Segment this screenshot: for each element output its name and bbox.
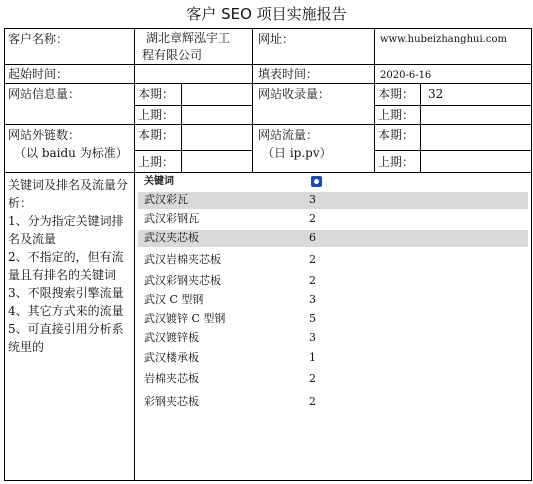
notes-item: 3、不限搜索引擎流量 xyxy=(8,286,124,300)
keyword-cell: 武汉镀锌 C 型钢 xyxy=(144,312,226,325)
keyword-cell: 彩钢夹芯板 xyxy=(144,395,199,408)
keyword-cell: 武汉彩钢瓦 xyxy=(144,212,199,225)
rank-cell: 1 xyxy=(309,351,316,364)
keyword-cell: 武汉楼承板 xyxy=(144,351,199,364)
client-name-label: 客户名称： xyxy=(8,32,69,46)
rank-cell: 2 xyxy=(309,372,316,385)
external-links-note: （以 baidu 为标准） xyxy=(14,146,128,160)
rank-cell: 3 xyxy=(309,193,316,206)
rank-cell: 2 xyxy=(309,395,316,408)
rank-cell: 3 xyxy=(309,331,316,344)
fill-time-value: 2020-6-16 xyxy=(380,70,432,81)
notes-title: 关键词及排名及流量分析： xyxy=(8,178,129,210)
website-label: 网址： xyxy=(258,32,295,46)
keyword-cell: 武汉岩棉夹芯板 xyxy=(144,253,221,266)
index-last-period: 上期： xyxy=(378,108,415,122)
client-name-line1: 湖北章辉泓宇工 xyxy=(146,31,231,45)
traffic-this-period: 本期： xyxy=(378,128,415,142)
report-title: 客户 SEO 项目实施报告 xyxy=(186,5,347,23)
traffic-last-period: 上期： xyxy=(378,155,415,169)
links-last-period: 上期： xyxy=(138,155,175,169)
website-value: www.hubeizhanghui.com xyxy=(380,34,507,45)
links-this-period: 本期： xyxy=(138,128,175,142)
keyword-cell: 武汉 C 型钢 xyxy=(144,293,204,306)
notes-item: 4、其它方式来的流量 xyxy=(8,304,124,318)
keyword-cell: 武汉彩瓦 xyxy=(144,193,188,206)
rank-cell: 5 xyxy=(309,312,316,325)
baidu-paw-icon xyxy=(311,176,322,187)
traffic-label: 网站流量： xyxy=(258,128,319,142)
notes-item: 2、不指定的，但有流量且有排名的关键词 xyxy=(8,250,124,282)
keyword-cell: 武汉夹芯板 xyxy=(144,231,199,244)
keyword-cell: 岩棉夹芯板 xyxy=(144,372,199,385)
traffic-note: （日 ip.pv） xyxy=(262,146,332,160)
client-name-line2: 程有限公司 xyxy=(142,48,203,62)
index-this-value: 32 xyxy=(428,87,444,101)
notes-item: 1、分为指定关键词排名及流量 xyxy=(8,214,124,246)
keyword-cell: 武汉彩钢夹芯板 xyxy=(144,274,221,287)
rank-cell: 2 xyxy=(309,212,316,225)
info-volume-label: 网站信息量： xyxy=(8,87,81,101)
rank-cell: 2 xyxy=(309,274,316,287)
keyword-header: 关键词 xyxy=(144,176,174,187)
info-last-period: 上期： xyxy=(138,108,175,122)
fill-time-label: 填表时间： xyxy=(258,67,319,81)
keyword-row-highlight xyxy=(138,192,528,209)
rank-cell: 2 xyxy=(309,253,316,266)
start-time-label: 起始时间： xyxy=(8,67,69,81)
external-links-label: 网站外链数： xyxy=(8,128,81,142)
index-volume-label: 网站收录量： xyxy=(258,87,331,101)
rank-cell: 6 xyxy=(309,231,316,244)
keyword-analysis-notes xyxy=(8,176,130,356)
keyword-cell: 武汉镀锌板 xyxy=(144,331,199,344)
info-this-period: 本期： xyxy=(138,87,175,101)
rank-cell: 3 xyxy=(309,293,316,306)
index-this-period: 本期： xyxy=(378,87,415,101)
notes-item: 5、可直接引用分析系统里的 xyxy=(8,322,124,354)
